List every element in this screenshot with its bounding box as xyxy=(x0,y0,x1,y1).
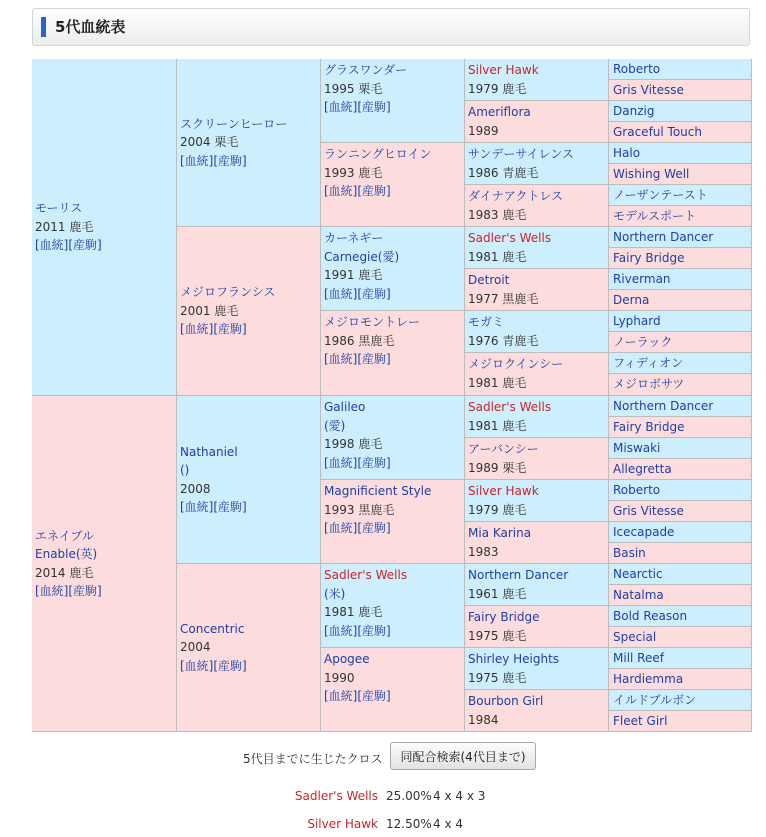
pedigree-link[interactable]: [血統] xyxy=(324,689,358,703)
horse-name-link[interactable]: Roberto xyxy=(613,62,661,76)
pedigree-cell-gen5 xyxy=(609,585,752,606)
pedigree-cell-gen5 xyxy=(609,185,752,206)
horse-birth-info: 2001 鹿毛 xyxy=(180,303,239,318)
pedigree-cell-gen5 xyxy=(609,374,752,396)
cross-generations: 4 x 4 x 3 xyxy=(433,789,486,803)
horse-name-link[interactable]: アーバンシー xyxy=(468,442,539,456)
horse-links xyxy=(324,182,461,201)
pedigree-cell-gen4 xyxy=(465,185,609,227)
pedigree-link[interactable]: [血統] xyxy=(180,153,214,168)
horse-name-link[interactable]: Allegretta xyxy=(613,462,672,476)
progeny-link[interactable]: [産駒] xyxy=(357,623,391,638)
horse-birth-info: 2004 栗毛 xyxy=(180,135,239,150)
horse-links xyxy=(35,236,173,255)
horse-name-link[interactable]: Fairy Bridge xyxy=(613,251,685,265)
pedigree-link[interactable]: [血統] xyxy=(324,455,358,470)
pedigree-link[interactable]: [血統] xyxy=(35,238,69,253)
horse-name-link[interactable]: Fleet Girl xyxy=(613,714,668,728)
progeny-link[interactable]: [産駒] xyxy=(213,153,247,168)
pedigree-cell-gen5 xyxy=(609,522,752,543)
horse-name-link[interactable]: イルドブルボン xyxy=(613,693,697,707)
progeny-link[interactable]: [産駒] xyxy=(213,500,247,514)
pedigree-cell-gen5 xyxy=(609,627,752,648)
progeny-link[interactable]: [産駒] xyxy=(357,100,391,114)
horse-name-link[interactable]: Mia Karina xyxy=(468,526,532,540)
pedigree-link[interactable]: [血統] xyxy=(324,623,358,638)
pedigree-link[interactable]: [血統] xyxy=(35,584,69,598)
horse-birth-info: 1991 鹿毛 xyxy=(324,268,383,282)
progeny-link[interactable]: [産駒] xyxy=(357,689,391,703)
horse-name-link[interactable]: Icecapade xyxy=(613,525,675,539)
horse-birth-info: 1983 鹿毛 xyxy=(468,207,527,222)
horse-birth-info: 1975 鹿毛 xyxy=(468,670,527,685)
horse-name-link[interactable]: Shirley Heights xyxy=(468,652,560,666)
horse-name-link[interactable]: ノーラック xyxy=(613,335,673,349)
pedigree-cell-gen5 xyxy=(609,122,752,143)
horse-name-link[interactable]: Detroit xyxy=(468,273,510,287)
pedigree-cell-gen4 xyxy=(465,227,609,269)
horse-links xyxy=(324,285,461,304)
pedigree-cell-gen5 xyxy=(609,438,752,459)
horse-name-link[interactable]: Apogee xyxy=(324,652,370,666)
horse-alt-name: () xyxy=(180,463,190,477)
pedigree-link[interactable]: [血統] xyxy=(324,352,358,366)
horse-birth-info: 1976 青鹿毛 xyxy=(468,333,539,348)
same-mating-search-button[interactable]: 同配合検索(4代目まで) xyxy=(390,742,536,770)
horse-name-link[interactable]: Gris Vitesse xyxy=(613,83,684,97)
horse-name-link[interactable]: Galileo xyxy=(324,400,366,414)
pedigree-cell-gen4 xyxy=(465,101,609,143)
horse-links xyxy=(324,454,461,473)
horse-name-link[interactable]: Mill Reef xyxy=(613,651,664,665)
pedigree-cell-gen5 xyxy=(609,711,752,732)
pedigree-cell-gen5 xyxy=(609,564,752,585)
pedigree-cell-gen5 xyxy=(609,269,752,290)
horse-name-link[interactable]: Nathaniel xyxy=(180,444,238,459)
cross-percentage: 12.50% xyxy=(386,817,432,831)
pedigree-cell-gen1 xyxy=(32,396,177,732)
horse-name-link[interactable]: Bold Reason xyxy=(613,609,688,623)
horse-name-link[interactable]: Silver Hawk xyxy=(468,63,539,77)
horse-name-link[interactable]: Magnificient Style xyxy=(324,484,432,498)
pedigree-cell-gen2 xyxy=(177,59,321,227)
progeny-link[interactable]: [産駒] xyxy=(68,238,102,253)
pedigree-cell-gen3 xyxy=(321,480,465,564)
pedigree-cell-gen5 xyxy=(609,332,752,353)
horse-name-link[interactable]: モガミ xyxy=(468,315,505,329)
horse-name-link[interactable]: Lyphard xyxy=(613,314,661,328)
pedigree-cell-gen5 xyxy=(609,290,752,311)
pedigree-cell-gen5 xyxy=(609,59,752,80)
pedigree-link[interactable]: [血統] xyxy=(324,521,358,535)
pedigree-cell-gen5 xyxy=(609,80,752,101)
horse-name-link[interactable]: Northern Dancer xyxy=(613,399,714,413)
horse-name-link[interactable]: グラスワンダー xyxy=(324,63,408,77)
horse-name-link[interactable]: Natalma xyxy=(613,588,664,602)
pedigree-table xyxy=(32,59,752,732)
pedigree-link[interactable]: [血統] xyxy=(180,500,214,514)
horse-name-link[interactable]: スクリーンヒーロー xyxy=(180,116,288,131)
horse-name-link[interactable]: Ameriflora xyxy=(468,105,531,119)
horse-birth-info: 1993 鹿毛 xyxy=(324,165,383,180)
pedigree-cell-gen1 xyxy=(32,59,177,396)
horse-name-link[interactable]: Graceful Touch xyxy=(613,125,702,139)
horse-alt-name: Carnegie(愛) xyxy=(324,249,400,264)
horse-birth-info: 1986 青鹿毛 xyxy=(468,165,539,180)
pedigree-cell-gen2 xyxy=(177,564,321,732)
horse-name-link[interactable]: サンデーサイレンス xyxy=(468,147,574,161)
pedigree-cell-gen5 xyxy=(609,543,752,564)
pedigree-cell-gen5 xyxy=(609,164,752,185)
progeny-link[interactable]: [産駒] xyxy=(357,184,391,198)
cross-percentage: 25.00% xyxy=(386,789,432,803)
horse-name-link[interactable]: Sadler's Wells xyxy=(468,231,552,245)
pedigree-cell-gen4 xyxy=(465,522,609,564)
horse-birth-info: 1983 xyxy=(468,544,499,559)
horse-birth-info: 1981 鹿毛 xyxy=(468,249,527,264)
pedigree-link[interactable]: [血統] xyxy=(324,100,358,114)
horse-birth-info: 1989 栗毛 xyxy=(468,460,527,475)
progeny-link[interactable]: [産駒] xyxy=(68,584,102,598)
horse-name-link[interactable]: Hardiemma xyxy=(613,672,684,686)
pedigree-cell-gen3 xyxy=(321,227,465,311)
horse-name-link[interactable]: ランニングヒロイン xyxy=(324,147,432,161)
pedigree-cell-gen5 xyxy=(609,690,752,711)
pedigree-cell-gen4 xyxy=(465,480,609,522)
progeny-link[interactable]: [産駒] xyxy=(357,455,391,470)
pedigree-link[interactable]: [血統] xyxy=(180,322,214,337)
horse-links xyxy=(180,320,317,339)
horse-name-link[interactable]: ノーザンテースト xyxy=(613,188,708,202)
pedigree-cell-gen5 xyxy=(609,311,752,332)
pedigree-cell-gen5 xyxy=(609,101,752,122)
horse-name-link[interactable]: Sadler's Wells xyxy=(324,568,408,582)
horse-birth-info: 1998 鹿毛 xyxy=(324,437,383,451)
horse-birth-info: 1961 鹿毛 xyxy=(468,586,527,601)
horse-name-link[interactable]: Basin xyxy=(613,546,646,560)
horse-name-link[interactable]: Concentric xyxy=(180,621,245,636)
page-title: 5代血統表 xyxy=(55,18,126,36)
pedigree-cell-gen4 xyxy=(465,59,609,101)
horse-name-link[interactable]: Riverman xyxy=(613,272,671,286)
pedigree-cell-gen5 xyxy=(609,669,752,690)
horse-name-link[interactable]: Silver Hawk xyxy=(468,484,539,498)
pedigree-cell-gen5 xyxy=(609,501,752,522)
horse-name-link[interactable]: Bourbon Girl xyxy=(468,694,544,708)
pedigree-cell-gen4 xyxy=(465,396,609,438)
section-header xyxy=(32,8,750,46)
header-accent-bar xyxy=(41,17,46,37)
pedigree-cell-gen5 xyxy=(609,396,752,417)
horse-name-link[interactable]: Halo xyxy=(613,146,641,160)
horse-alt-name: (愛) xyxy=(324,418,346,433)
horse-name-link[interactable]: Miswaki xyxy=(613,441,661,455)
horse-birth-info: 1995 栗毛 xyxy=(324,81,383,96)
pedigree-cell-gen5 xyxy=(609,206,752,227)
pedigree-cell-gen5 xyxy=(609,143,752,164)
horse-name-link[interactable]: カーネギー xyxy=(324,231,384,245)
horse-links xyxy=(324,622,461,641)
horse-birth-info: 1979 鹿毛 xyxy=(468,502,527,517)
horse-name-link[interactable]: Fairy Bridge xyxy=(613,420,685,434)
pedigree-link[interactable]: [血統] xyxy=(324,286,358,301)
horse-birth-info: 1979 鹿毛 xyxy=(468,81,527,96)
horse-name-link[interactable]: Gris Vitesse xyxy=(613,504,684,518)
horse-name-link[interactable]: Northern Dancer xyxy=(613,230,714,244)
horse-links xyxy=(180,152,317,171)
horse-name-link[interactable]: モデルスポート xyxy=(613,209,697,223)
horse-birth-info: 1989 xyxy=(468,123,499,138)
progeny-link[interactable]: [産駒] xyxy=(357,521,391,535)
pedigree-cell-gen5 xyxy=(609,353,752,374)
horse-links xyxy=(35,582,173,601)
horse-links xyxy=(180,498,317,517)
cross-generations: 4 x 4 xyxy=(433,817,463,831)
horse-name-link[interactable]: Danzig xyxy=(613,104,655,118)
horse-name-link[interactable]: Roberto xyxy=(613,483,661,497)
horse-birth-info: 2011 鹿毛 xyxy=(35,219,94,234)
pedigree-cell-gen5 xyxy=(609,227,752,248)
horse-name-link[interactable]: Fairy Bridge xyxy=(468,610,540,624)
pedigree-cell-gen3 xyxy=(321,143,465,227)
horse-name-link[interactable]: Northern Dancer xyxy=(468,568,569,582)
horse-name-link[interactable]: メジロモントレー xyxy=(324,315,421,329)
progeny-link[interactable]: [産駒] xyxy=(213,322,247,337)
pedigree-cell-gen2 xyxy=(177,396,321,564)
progeny-link[interactable]: [産駒] xyxy=(357,286,391,301)
pedigree-cell-gen4 xyxy=(465,438,609,480)
horse-links xyxy=(180,657,317,676)
pedigree-cell-gen3 xyxy=(321,311,465,396)
horse-birth-info: 2014 鹿毛 xyxy=(35,565,94,580)
pedigree-cell-gen5 xyxy=(609,606,752,627)
pedigree-cell-gen4 xyxy=(465,690,609,732)
horse-name-link[interactable]: モーリス xyxy=(35,201,83,216)
pedigree-cell-gen3 xyxy=(321,396,465,480)
horse-name-link[interactable]: エネイブル xyxy=(35,528,94,543)
pedigree-cell-gen3 xyxy=(321,59,465,143)
horse-birth-info: 2004 xyxy=(180,640,211,655)
pedigree-cell-gen4 xyxy=(465,353,609,396)
horse-links xyxy=(324,687,461,706)
horse-name-link[interactable]: Nearctic xyxy=(613,567,663,581)
horse-birth-info: 1981 鹿毛 xyxy=(468,418,527,433)
pedigree-cell-gen5 xyxy=(609,248,752,269)
horse-name-link[interactable]: ダイナアクトレス xyxy=(468,189,564,203)
horse-birth-info: 1990 xyxy=(324,670,355,685)
horse-name-link[interactable]: メジロクインシー xyxy=(468,357,564,371)
horse-name-link[interactable]: フィディオン xyxy=(613,356,684,370)
horse-name-link[interactable]: Special xyxy=(613,630,657,644)
horse-birth-info: 1981 鹿毛 xyxy=(324,605,383,619)
horse-birth-info: 1981 鹿毛 xyxy=(468,375,527,390)
pedigree-link[interactable]: [血統] xyxy=(324,184,358,198)
horse-name-link[interactable]: メジロボサツ xyxy=(613,377,685,391)
pedigree-cell-gen4 xyxy=(465,606,609,648)
cross-horse-name[interactable]: Silver Hawk xyxy=(307,817,378,831)
pedigree-cell-gen5 xyxy=(609,459,752,480)
progeny-link[interactable]: [産駒] xyxy=(357,352,391,366)
progeny-link[interactable]: [産駒] xyxy=(213,658,247,673)
horse-birth-info: 1977 黒鹿毛 xyxy=(468,291,539,306)
pedigree-cell-gen4 xyxy=(465,311,609,353)
horse-links xyxy=(324,519,461,538)
horse-alt-name: Enable(英) xyxy=(35,547,98,561)
horse-birth-info: 1984 xyxy=(468,712,499,727)
horse-name-link[interactable]: Sadler's Wells xyxy=(468,400,552,414)
horse-links xyxy=(324,350,461,369)
pedigree-cell-gen5 xyxy=(609,648,752,669)
pedigree-cell-gen5 xyxy=(609,480,752,501)
horse-birth-info: 1986 黒鹿毛 xyxy=(324,333,395,348)
pedigree-cell-gen5 xyxy=(609,417,752,438)
pedigree-cell-gen3 xyxy=(321,648,465,732)
pedigree-cell-gen4 xyxy=(465,269,609,311)
cross-label: 5代目までに生じたクロス xyxy=(243,752,383,766)
pedigree-cell-gen3 xyxy=(321,564,465,648)
horse-alt-name: (米) xyxy=(324,586,346,601)
pedigree-cell-gen4 xyxy=(465,564,609,606)
pedigree-cell-gen4 xyxy=(465,143,609,185)
cross-horse-name[interactable]: Sadler's Wells xyxy=(294,789,378,803)
horse-birth-info: 1975 鹿毛 xyxy=(468,628,527,643)
horse-name-link[interactable]: Derna xyxy=(613,293,650,307)
pedigree-cell-gen4 xyxy=(465,648,609,690)
pedigree-cell-gen2 xyxy=(177,227,321,396)
horse-name-link[interactable]: メジロフランシス xyxy=(180,285,276,300)
horse-name-link[interactable]: Wishing Well xyxy=(613,167,690,181)
horse-birth-info: 2008 xyxy=(180,481,211,496)
pedigree-link[interactable]: [血統] xyxy=(180,658,214,673)
horse-links xyxy=(324,98,461,117)
horse-birth-info: 1993 黒鹿毛 xyxy=(324,502,395,517)
